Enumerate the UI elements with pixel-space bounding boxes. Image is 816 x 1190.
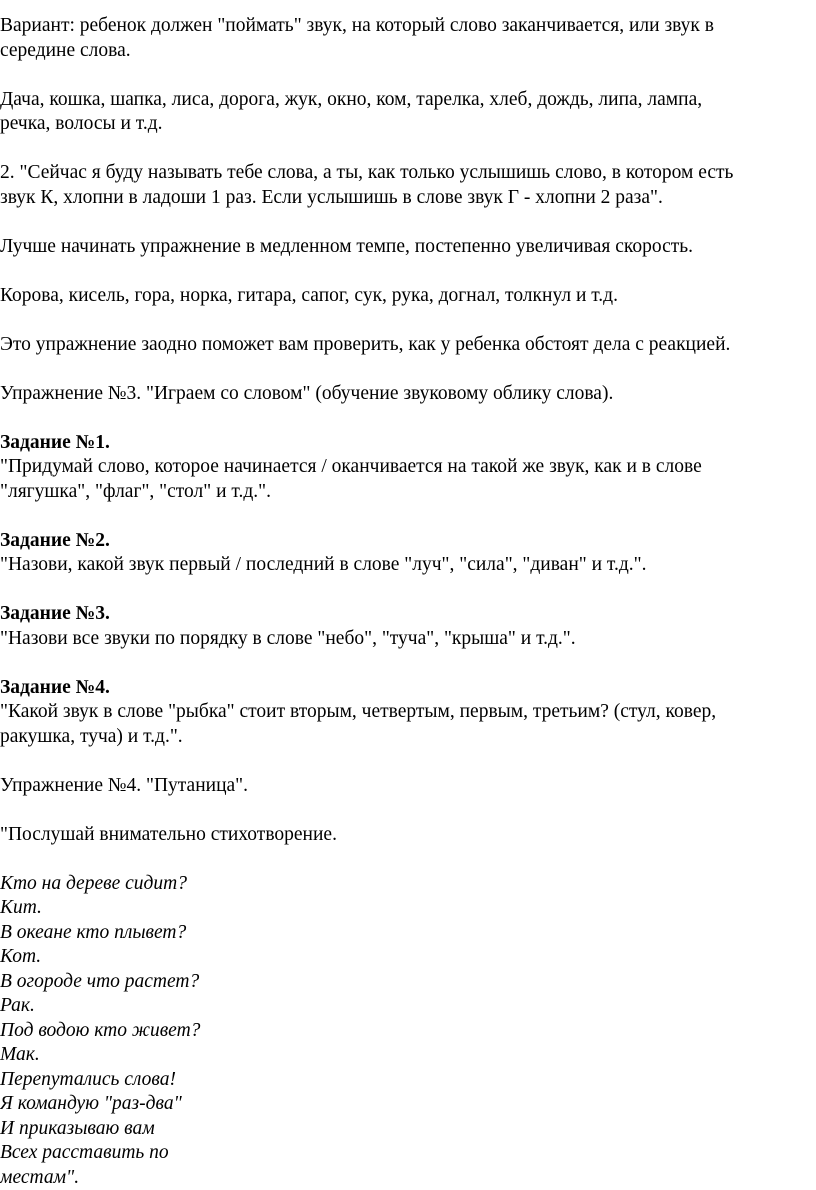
text-line: речка, волосы и т.д. (0, 112, 812, 137)
instruction-2-paragraph (0, 161, 812, 210)
text-line: "Назови все звуки по порядку в слове "небо", "туча", "крыша" и т.д.". (0, 627, 812, 652)
exercise-3-heading (0, 382, 812, 407)
text-line: "лягушка", "флаг", "стол" и т.д.". (0, 480, 812, 505)
text-line: Упражнение №3. "Играем со словом" (обучение звуковому облику слова). (0, 382, 812, 407)
text-line: Корова, кисель, гора, норка, гитара, сапог, сук, рука, догнал, толкнул и т.д. (0, 284, 812, 309)
text-line: Упражнение №4. "Путаница". (0, 774, 812, 799)
words-list-2 (0, 284, 812, 309)
text-line: Это упражнение заодно поможет вам проверить, как у ребенка обстоят дела с реакцией. (0, 333, 812, 358)
poem-line: И приказываю вам (0, 1117, 812, 1142)
variant-paragraph (0, 14, 812, 63)
text-line: 2. "Сейчас я буду называть тебе слова, а ты, как только услышишь слово, в котором есть (0, 161, 812, 186)
text-line: "Придумай слово, которое начинается / оканчивается на такой же звук, как и в слове (0, 455, 812, 480)
poem-line: В океане кто плывет? (0, 921, 812, 946)
reaction-paragraph (0, 333, 812, 358)
document-page (0, 14, 812, 1190)
text-line: "Назови, какой звук первый / последний в слове "луч", "сила", "диван" и т.д.". (0, 553, 812, 578)
task-title: Задание №3. (0, 602, 812, 627)
poem-line: Перепутались слова! (0, 1068, 812, 1093)
words-list-1 (0, 88, 812, 137)
poem-line: Мак. (0, 1043, 812, 1068)
poem-line: Под водою кто живет? (0, 1019, 812, 1044)
text-line: середине слова. (0, 39, 812, 64)
task-1 (0, 431, 812, 505)
poem-line: местам". (0, 1166, 812, 1190)
poem (0, 872, 812, 1190)
text-line: звук К, хлопни в ладоши 1 раз. Если услышишь в слове звук Г - хлопни 2 раза". (0, 186, 812, 211)
text-line: Лучше начинать упражнение в медленном темпе, постепенно увеличивая скорость. (0, 235, 812, 260)
poem-line: Всех расставить по (0, 1141, 812, 1166)
tempo-paragraph (0, 235, 812, 260)
text-line: ракушка, туча) и т.д.". (0, 725, 812, 750)
task-title: Задание №4. (0, 676, 812, 701)
listen-paragraph (0, 823, 812, 848)
text-line: "Какой звук в слове "рыбка" стоит вторым, четвертым, первым, третьим? (стул, ковер, (0, 700, 812, 725)
poem-line: Я командую "раз-два" (0, 1092, 812, 1117)
task-3 (0, 602, 812, 651)
exercise-4-heading (0, 774, 812, 799)
task-2 (0, 529, 812, 578)
text-line: Дача, кошка, шапка, лиса, дорога, жук, окно, ком, тарелка, хлеб, дождь, липа, лампа, (0, 88, 812, 113)
task-title: Задание №1. (0, 431, 812, 456)
poem-line: Кто на дереве сидит? (0, 872, 812, 897)
poem-line: Рак. (0, 994, 812, 1019)
text-line: "Послушай внимательно стихотворение. (0, 823, 812, 848)
text-line: Вариант: ребенок должен "поймать" звук, на который слово заканчивается, или звук в (0, 14, 812, 39)
poem-line: В огороде что растет? (0, 970, 812, 995)
task-title: Задание №2. (0, 529, 812, 554)
poem-line: Кит. (0, 896, 812, 921)
poem-line: Кот. (0, 945, 812, 970)
task-4 (0, 676, 812, 750)
